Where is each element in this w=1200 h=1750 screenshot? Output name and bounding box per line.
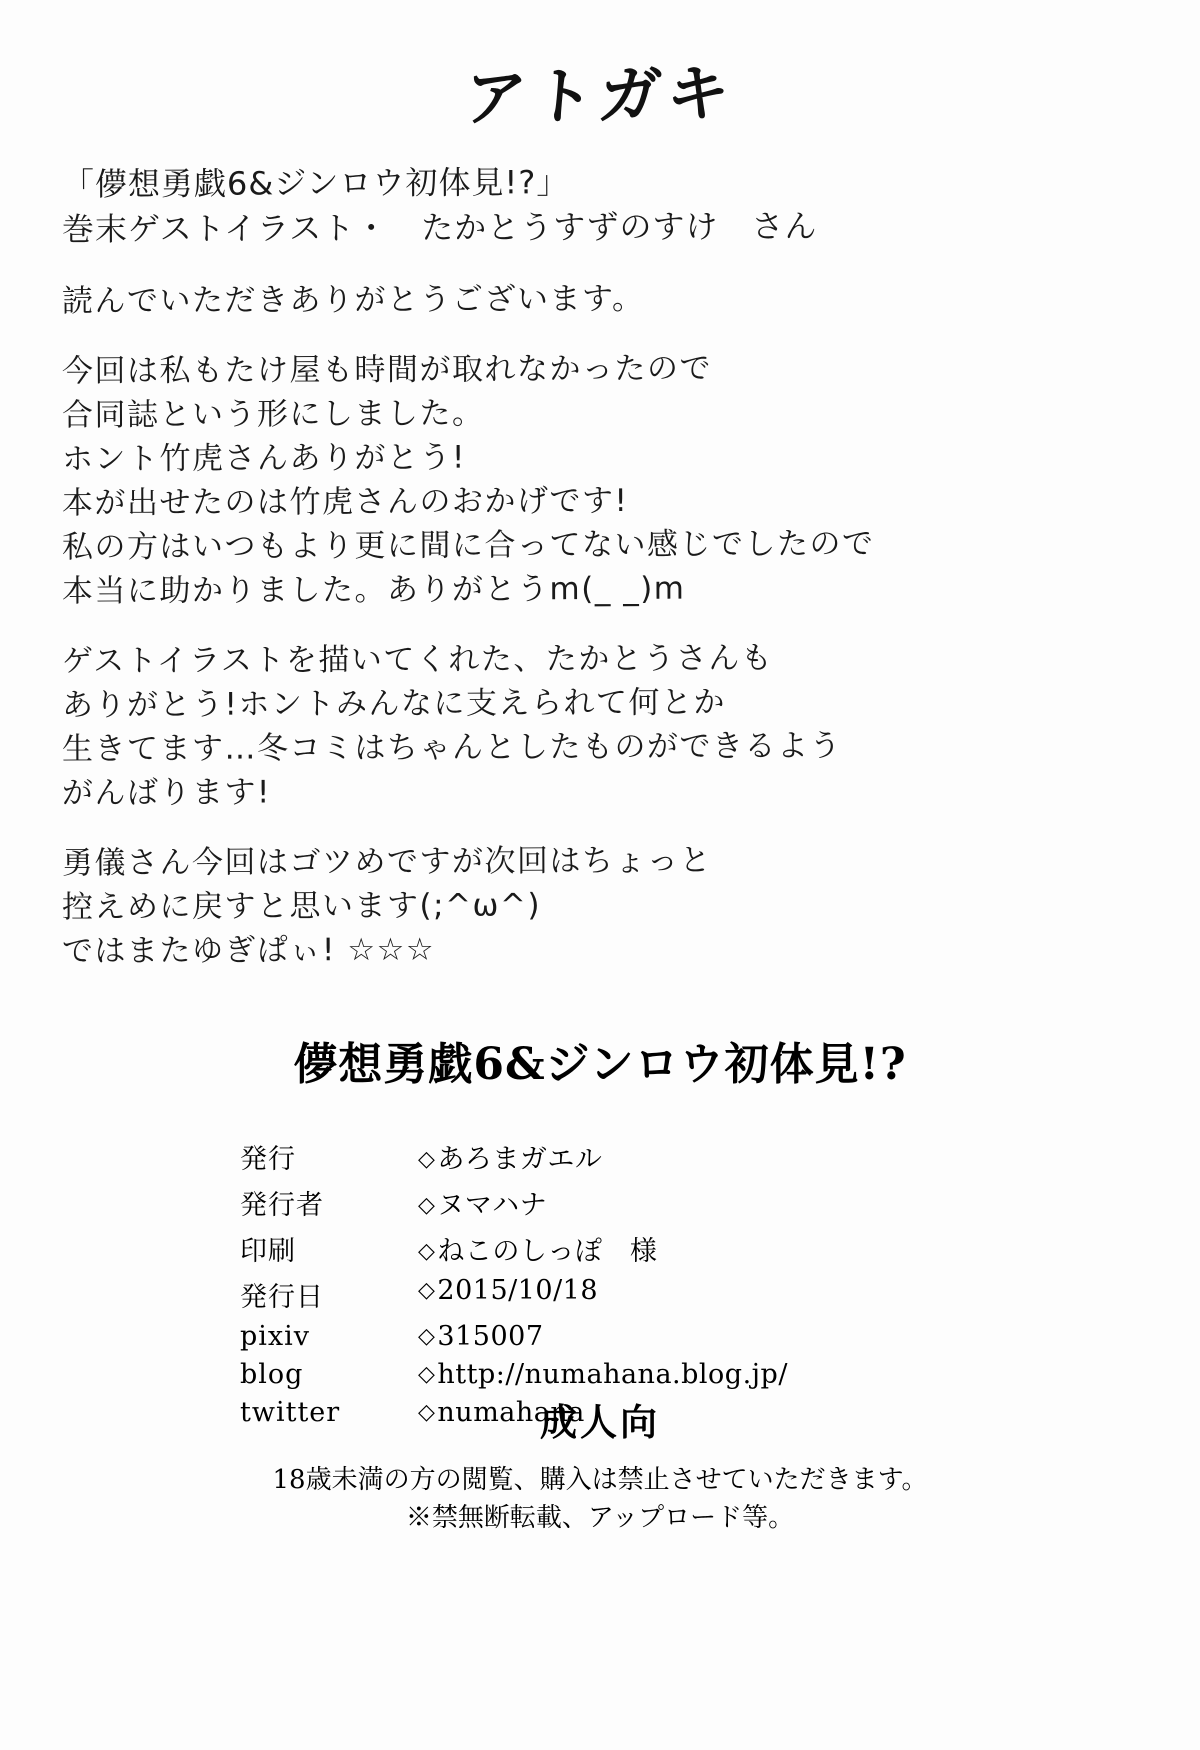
colophon-row-label: 印刷 [240, 1236, 296, 1267]
colophon-row-value-text: ねこのしっぽ 様 [437, 1236, 658, 1267]
afterword-line: 合同誌という形にしました。 [61, 395, 485, 434]
colophon-row [240, 1134, 788, 1180]
colophon-row-label: blog [240, 1359, 304, 1390]
diamond-icon: ◇ [418, 1362, 436, 1387]
afterword-line: ゲストイラストを描いてくれた、たかとうさんも [61, 640, 774, 680]
colophon-row-value [410, 1318, 788, 1356]
colophon-row-value [410, 1134, 788, 1180]
afterword-spacer [62, 813, 1142, 839]
afterword-line: ホント竹虎さんありがとう! [61, 439, 467, 478]
afterword-line: がんばります! [61, 774, 272, 812]
colophon-row-value-text: http://numahana.blog.jp/ [437, 1359, 788, 1390]
diamond-icon: ◇ [418, 1400, 436, 1425]
afterword-line: 「儚想勇戯6&ジンロウ初体見!?」 [61, 163, 570, 204]
afterword-line: ではまたゆぎぱぃ! ☆☆☆ [61, 931, 436, 970]
afterword-line: 今回は私もたけ屋も時間が取れなかったので [61, 350, 713, 390]
legal-notice-line: 18歳未満の方の閲覧、購入は禁止させていただきます。 [272, 1465, 928, 1495]
colophon-row-value [410, 1356, 788, 1394]
afterword-line: 控えめに戻すと思います(;^ω^) [61, 887, 542, 926]
colophon-row-label: 発行 [240, 1144, 296, 1175]
colophon-row-value-text: numahana [437, 1397, 585, 1428]
diamond-icon: ◇ [418, 1147, 436, 1172]
colophon-row [240, 1226, 788, 1272]
afterword-line: 本当に助かりました。ありがとうm(_ _)m [61, 570, 686, 610]
diamond-icon: ◇ [418, 1324, 436, 1349]
afterword-line: 生きてます…冬コミはちゃんとしたものができるよう [61, 727, 843, 768]
colophon-row-label: 発行者 [240, 1190, 324, 1221]
diamond-icon: ◇ [418, 1278, 436, 1303]
colophon-row-label: pixiv [240, 1321, 311, 1352]
adult-only-mark: 成人向 [540, 1400, 660, 1444]
afterword-spacer [62, 611, 1142, 637]
colophon-row [240, 1272, 788, 1318]
colophon-table [240, 1134, 788, 1432]
legal-notice-line: ※禁無断転載、アップロード等。 [405, 1502, 795, 1533]
colophon-row [240, 1356, 788, 1394]
afterword-spacer [62, 321, 1142, 347]
legal-notice [0, 1462, 1200, 1537]
afterword-body [62, 160, 1142, 971]
colophon-row-value [410, 1272, 788, 1318]
colophon-row-value [410, 1226, 788, 1272]
afterword-heading: アトガキ [461, 56, 738, 135]
afterword-line: 読んでいただきありがとうございます。 [61, 280, 645, 320]
colophon-row [240, 1180, 788, 1226]
colophon-row-label: twitter [240, 1397, 341, 1428]
afterword-line: 本が出せたのは竹虎さんのおかげです! [61, 482, 629, 522]
colophon-row-value-text: ヌマハナ [437, 1190, 548, 1221]
colophon-row-value-text: あろまガエル [437, 1144, 603, 1175]
colophon-title: 儚想勇戯6&ジンロウ初体見!? [293, 1039, 907, 1090]
colophon-table-body [240, 1134, 788, 1432]
afterword-spacer [62, 251, 1142, 277]
diamond-icon: ◇ [418, 1193, 436, 1218]
colophon-row-label: 発行日 [240, 1282, 324, 1313]
afterword-line: ありがとう!ホントみんなに支えられて何とか [61, 684, 727, 724]
colophon-row-value-text: 315007 [437, 1321, 544, 1352]
diamond-icon: ◇ [418, 1239, 436, 1264]
colophon-row-value-text: 2015/10/18 [437, 1275, 599, 1306]
afterword-line: 勇儀さん今回はゴツめですが次回はちょっと [61, 842, 713, 882]
afterword-line: 巻末ゲストイラスト・ たかとうすずのすけ さん [61, 207, 818, 249]
afterword-line: 私の方はいつもより更に間に合ってない感じでしたので [61, 525, 875, 566]
colophon-row [240, 1318, 788, 1356]
colophon-row-value [410, 1180, 788, 1226]
